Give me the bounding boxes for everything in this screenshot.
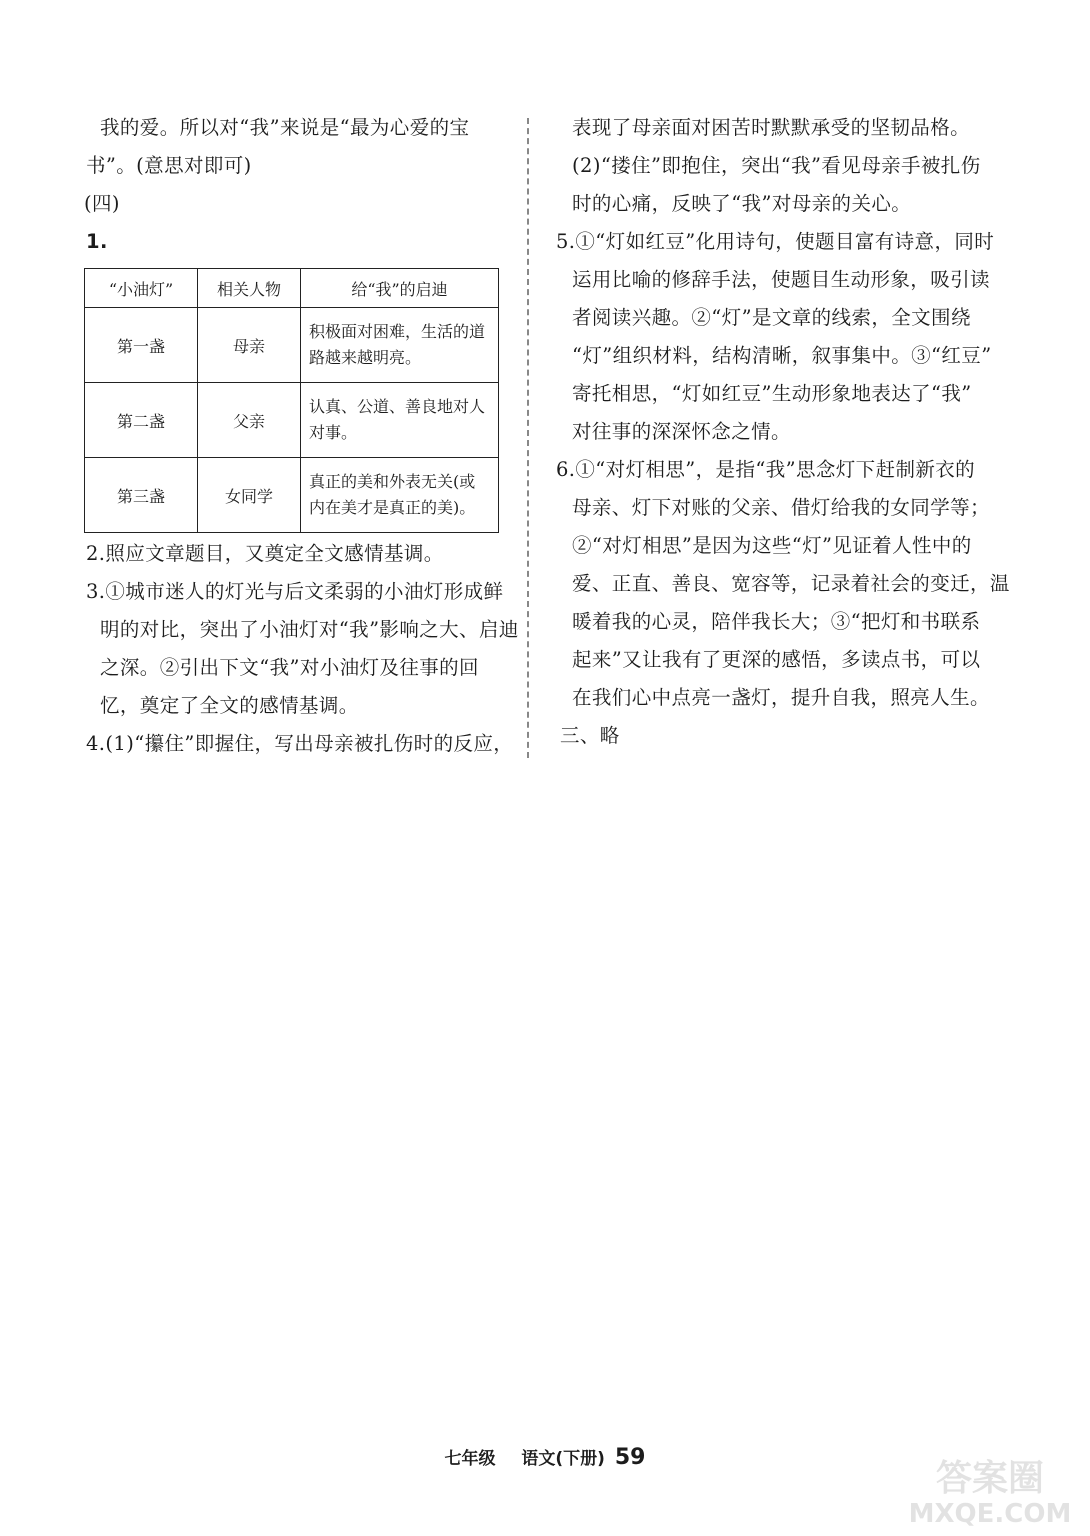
section-three-heading: 三、略 — [560, 724, 620, 747]
answer-6-line-4: 爱、正直、善良、宽容等，记录着社会的变迁，温 — [572, 572, 1010, 595]
table-cell-lamp: 第二盏 — [85, 383, 198, 458]
answer-6-line-5: 暖着我的心灵，陪伴我长大；③“把灯和书联系 — [572, 610, 981, 633]
answer-3-line-1: 3.①城市迷人的灯光与后文柔弱的小油灯形成鲜 — [86, 580, 504, 603]
answer-6-line-2: 母亲、灯下对账的父亲、借灯给我的女同学等； — [572, 496, 990, 519]
answer-5-line-5: 寄托相思，“灯如红豆”生动形象地表达了“我” — [572, 382, 972, 405]
table-header-insight: 给“我”的启迪 — [301, 269, 499, 308]
answer-6-line-3: ②“对灯相思”是因为这些“灯”见证着人性中的 — [572, 534, 972, 557]
answer-6-line-1: 6.①“对灯相思”，是指“我”思念灯下赶制新衣的 — [556, 458, 976, 481]
right-line-1: 表现了母亲面对困苦时默默承受的坚韧品格。 — [572, 116, 971, 139]
table-cell-lamp: 第三盏 — [85, 458, 198, 533]
answer-5-line-4: “灯”组织材料，结构清晰，叙事集中。③“红豆” — [572, 344, 992, 367]
answer-6-line-6: 起来”又让我有了更深的感悟，多读点书，可以 — [572, 648, 981, 671]
svg-text:答案圈: 答案圈 — [935, 1458, 1045, 1499]
watermark-logo — [905, 1448, 1075, 1528]
table-header-person: 相关人物 — [198, 269, 301, 308]
inspiration-table — [84, 268, 499, 533]
answer-3-line-3: 之深。②引出下文“我”对小油灯及往事的回 — [100, 656, 479, 679]
footer-grade: 七年级 — [444, 1449, 496, 1469]
table-row — [85, 308, 499, 383]
table-header-row — [85, 269, 499, 308]
table-header-lamp: “小油灯” — [85, 269, 198, 308]
table-cell-insight: 真正的美和外表无关(或内在美才是真正的美)。 — [301, 458, 499, 533]
table-row — [85, 458, 499, 533]
answer-2: 2.照应文章题目，又奠定全文感情基调。 — [86, 542, 444, 565]
table-row — [85, 383, 499, 458]
left-line-1: 我的爱。所以对“我”来说是“最为心爱的宝 — [100, 116, 470, 139]
right-line-2: (2)“搂住”即抱住，突出“我”看见母亲手被扎伤 — [572, 154, 981, 177]
table-cell-person: 母亲 — [198, 308, 301, 383]
table-cell-insight: 积极面对困难，生活的道路越来越明亮。 — [301, 308, 499, 383]
answer-6-line-7: 在我们心中点亮一盏灯，提升自我，照亮人生。 — [572, 686, 990, 709]
table-cell-person: 女同学 — [198, 458, 301, 533]
answer-3-line-4: 忆，奠定了全文的感情基调。 — [100, 694, 359, 717]
table-cell-insight: 认真、公道、善良地对人对事。 — [301, 383, 499, 458]
table-cell-person: 父亲 — [198, 383, 301, 458]
answer-5-line-1: 5.①“灯如红豆”化用诗句，使题目富有诗意，同时 — [556, 230, 995, 253]
column-divider — [527, 118, 529, 758]
section-four-heading: (四) — [84, 192, 120, 215]
right-line-3: 时的心痛，反映了“我”对母亲的关心。 — [572, 192, 912, 215]
left-line-2: 书”。(意思对即可) — [86, 154, 252, 177]
answer-5-line-2: 运用比喻的修辞手法，使题目生动形象，吸引读 — [572, 268, 990, 291]
page-number: 59 — [614, 1445, 646, 1470]
footer-subject: 语文(下册) — [521, 1449, 605, 1469]
answer-5-line-6: 对往事的深深怀念之情。 — [572, 420, 791, 443]
question-1-number: 1. — [86, 230, 108, 253]
answer-4-line-1: 4.(1)“攥住”即握住，写出母亲被扎伤时的反应， — [86, 732, 514, 755]
table-cell-lamp: 第一盏 — [85, 308, 198, 383]
answer-5-line-3: 者阅读兴趣。②“灯”是文章的线索，全文围绕 — [572, 306, 971, 329]
svg-text:MXQE.COM: MXQE.COM — [908, 1499, 1072, 1528]
answer-3-line-2: 明的对比，突出了小油灯对“我”影响之大、启迪 — [100, 618, 519, 641]
